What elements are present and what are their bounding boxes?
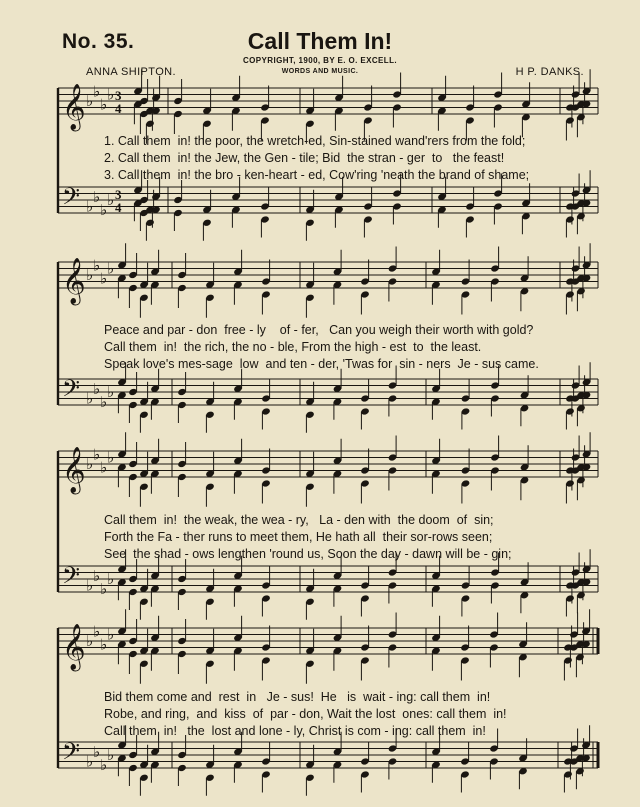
flat-sign-icon: ♭ (100, 95, 108, 114)
bass-clef-icon: 𝄢 (62, 561, 81, 595)
time-signature-icon: 4 (115, 101, 122, 116)
time-signature-icon: 4 (115, 200, 122, 215)
copyright-notice: COPYRIGHT, 1900, BY E. O. EXCELL. (243, 56, 397, 65)
flat-sign-icon: ♭ (107, 448, 115, 467)
lyric-line: Call them in! the lost and lone - ly, Christ is com - ing: call them in! (104, 724, 486, 738)
flat-sign-icon: ♭ (107, 259, 115, 278)
flat-sign-icon: ♭ (93, 82, 101, 101)
lyric-line: 1. Call them in! the poor, the wretch-ed, Sin-stained wand'rers from the fold; (104, 134, 526, 148)
flat-sign-icon: ♭ (107, 570, 115, 588)
flat-sign-icon: ♭ (100, 269, 108, 288)
hymn-title: Call Them In! (247, 28, 393, 54)
flat-sign-icon: ♭ (86, 197, 94, 216)
treble-clef-icon: 𝄞 (62, 258, 86, 304)
flat-sign-icon: ♭ (107, 746, 115, 764)
composer-name: H P. DANKS. (515, 66, 584, 78)
flat-sign-icon: ♭ (107, 383, 115, 401)
flat-sign-icon: ♭ (93, 256, 101, 275)
lyric-line: Call them in! the rich, the no - ble, From the high - est to the least. (104, 340, 482, 354)
flat-sign-icon: ♭ (86, 752, 94, 771)
flat-sign-icon: ♭ (100, 458, 108, 477)
flat-sign-icon: ♭ (100, 392, 108, 411)
lyric-line: 2. Call them in! the Jew, the Gen - tile; Bid the stran - ger to the feast! (104, 151, 505, 165)
words-and-music-note: WORDS AND MUSIC. (281, 68, 359, 75)
treble-clef-icon: 𝄞 (62, 447, 86, 493)
bass-clef-icon: 𝄢 (62, 182, 81, 216)
bass-clef-icon: 𝄢 (62, 374, 81, 408)
flat-sign-icon: ♭ (93, 445, 101, 464)
flat-sign-icon: ♭ (93, 622, 101, 641)
flat-sign-icon: ♭ (86, 632, 94, 650)
lyric-line: Speak love's mes-sage low and ten - der, 'Twas for sin - ners Je - sus came. (104, 357, 539, 371)
flat-sign-icon: ♭ (86, 92, 94, 110)
lyric-line: Peace and par - don free - ly of - fer, Can you weigh their worth with gold? (104, 323, 534, 337)
lyric-line: See the shad - ows lengthen 'round us, Soon the day - dawn will be - gin; (104, 547, 512, 561)
bass-clef-icon: 𝄢 (62, 737, 81, 771)
treble-clef-icon: 𝄞 (62, 624, 86, 670)
flat-sign-icon: ♭ (107, 191, 115, 209)
treble-clef-icon: 𝄞 (62, 84, 86, 130)
flat-sign-icon: ♭ (100, 755, 108, 774)
flat-sign-icon: ♭ (93, 379, 101, 398)
lyric-line: Robe, and ring, and kiss of par - don, Wait the lost ones: call them in! (104, 707, 507, 721)
flat-sign-icon: ♭ (93, 742, 101, 761)
time-signature-icon: 3 (115, 187, 122, 202)
flat-sign-icon: ♭ (107, 625, 115, 644)
lyricist-name: ANNA SHIPTON. (86, 66, 176, 78)
lyric-line: Bid them come and rest in Je - sus! He is wait - ing: call them in! (104, 690, 491, 704)
flat-sign-icon: ♭ (100, 579, 108, 598)
flat-sign-icon: ♭ (86, 389, 94, 408)
flat-sign-icon: ♭ (100, 635, 108, 654)
flat-sign-icon: ♭ (93, 566, 101, 585)
flat-sign-icon: ♭ (100, 200, 108, 219)
flat-sign-icon: ♭ (86, 455, 94, 473)
hymn-number: No. 35. (62, 30, 135, 53)
lyric-line: Call them in! the weak, the wea - ry, La - den with the doom of sin; (104, 513, 494, 527)
flat-sign-icon: ♭ (86, 266, 94, 284)
flat-sign-icon: ♭ (93, 187, 101, 206)
lyric-line: Forth the Fa - ther runs to meet them, He hath all their sor-rows seen; (104, 530, 493, 544)
flat-sign-icon: ♭ (107, 85, 115, 104)
time-signature-icon: 3 (115, 88, 122, 103)
flat-sign-icon: ♭ (86, 576, 94, 595)
lyric-line: 3. Call them in! the bro - ken-heart - ed, Cow'ring 'neath the brand of shame; (104, 168, 530, 182)
